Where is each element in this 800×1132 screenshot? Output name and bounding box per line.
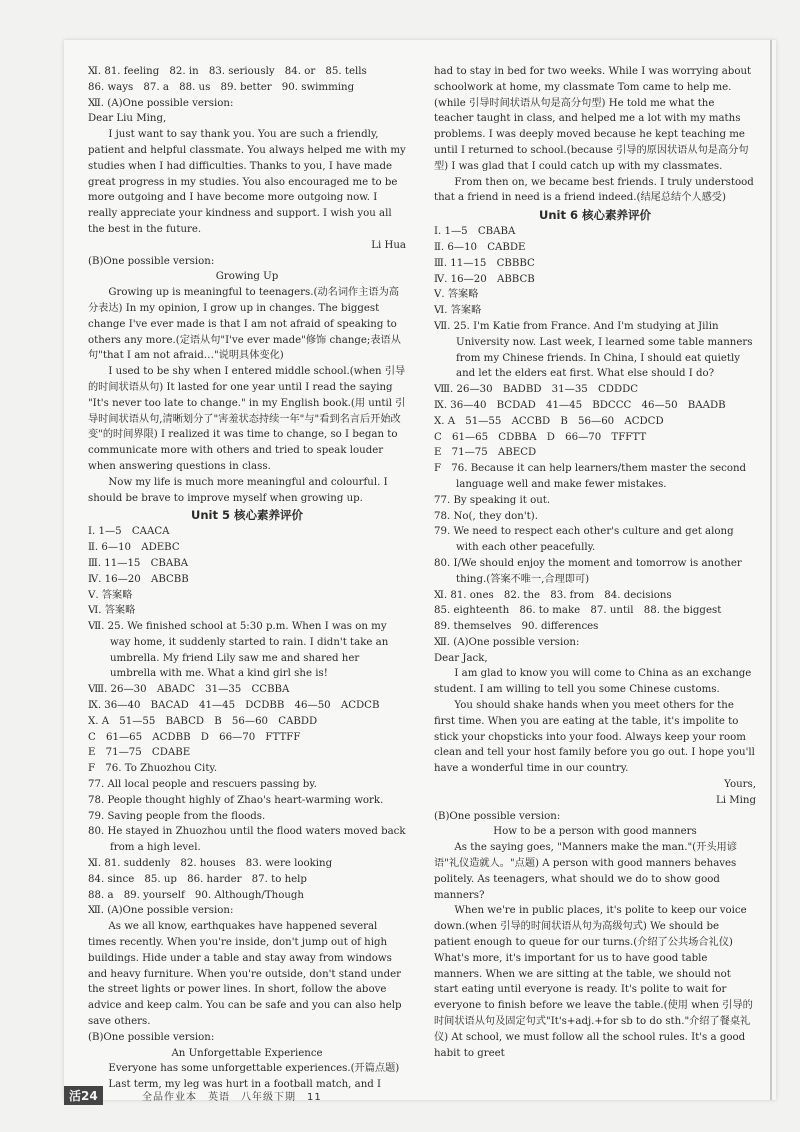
text-line: Unit 6 核心素养评价 [539, 208, 651, 223]
text-line: Li Ming [715, 794, 756, 806]
text-line: 86. ways 87. a 88. us 89. better 90. swimming [88, 81, 355, 93]
text-line: When we're in public places, it's polite to keep our voice down.(when 引导的时间状语从句为高级句式) We should be patient enough to queue for our turns.(介绍了公共场合礼仪) What's more, it's important for us to have good table manners. When we are sitting at the table, we should not start eating until everyone is ready. It's polite to wait for everyone to finish before we leave the table.(使用 when 引导的时间状语从句及固定句式"It's+adj.+for sb to do sth."介绍了餐桌礼仪) At school, we must follow all the school rules. It's a good habit to greet [434, 905, 753, 1059]
text-line: (B)One possible version: [88, 255, 215, 267]
text-line: Ⅱ. 6—10 ADEBC [88, 542, 180, 554]
text-line: Last term, my leg was hurt in a football match, and I [108, 1079, 382, 1091]
text-line: Ⅰ. 1—5 CBABA [434, 226, 516, 238]
text-line: As we all know, earthquakes have happened several times recently. When you're inside, don't jump out of high buildings. Hide under a table and stay away from windows and heavy furniture. When you're outside, don't stand under the street lights or power lines. In short, follow the above advice and keep calm. You can be safe and you can also help save others. [88, 921, 402, 1028]
text-line: Ⅵ. 答案略 [434, 305, 482, 317]
text-line: Ⅺ. 81. feeling 82. in 83. seriously 84. or 85. tells [88, 66, 367, 77]
text-line: Ⅹ. A 51—55 ACCBD B 56—60 ACDCD [434, 415, 664, 427]
text-line: Ⅴ. 答案略 [434, 289, 479, 301]
page-edge [770, 40, 772, 1100]
text-line: 79. Saving people from the floods. [88, 810, 266, 822]
text-line: Yours, [724, 779, 756, 791]
text-line: From then on, we became best friends. I truly understood that a friend in need is a friend indeed.(结尾总结个人感受) [434, 176, 754, 204]
text-line: Ⅹ. A 51—55 BABCD B 56—60 CABDD [88, 715, 318, 727]
text-line: Ⅵ. 答案略 [88, 605, 136, 617]
text-line: 78. No(, they don't). [434, 510, 538, 522]
text-line: 80. I/We should enjoy the moment and tomorrow is another thing.(答案不唯一,合理即可) [434, 557, 742, 585]
text-line: (B)One possible version: [434, 810, 561, 822]
text-line: 80. He stayed in Zhuozhou until the flood waters moved back from a high level. [88, 826, 406, 854]
text-line: Unit 5 核心素养评价 [191, 508, 303, 523]
text-line: I am glad to know you will come to China as an exchange student. I am willing to tell you some Chinese customs. [434, 668, 752, 696]
text-line: 84. since 85. up 86. harder 87. to help [88, 873, 307, 885]
text-line: 77. All local people and rescuers passing by. [88, 779, 317, 791]
text-line: Ⅺ. 81. ones 82. the 83. from 84. decisions [434, 589, 672, 601]
text-line: Ⅻ. (A)One possible version: [88, 97, 234, 109]
text-line: Ⅳ. 16—20 ABCBB [88, 573, 189, 585]
text-line: Ⅱ. 6—10 CABDE [434, 241, 526, 253]
text-line: Ⅲ. 11—15 CBBBC [434, 257, 535, 269]
text-line: E 71—75 ABECD [434, 447, 537, 459]
text-line: had to stay in bed for two weeks. While I was worrying about schoolwork at home, my classmate Tom came to help me.(while 引导时间状语从句是高分句型) He told me what the teacher taught in class, and helped me a lot with my maths problems. I was deeply moved because he kept teaching me until I returned to school.(because 引导的原因状语从句是高分句型) I was glad that I could catch up with my classmates. [434, 66, 752, 172]
text-line: 89. themselves 90. differences [434, 621, 599, 633]
text-line: Ⅸ. 36—40 BACAD 41—45 DCDBB 46—50 ACDCB [88, 700, 380, 712]
text-line: As the saying goes, "Manners make the man."(开头用谚语"礼仪造就人。"点题) A person with good manners behaves politely. As teenagers, what should we do to show good manners? [434, 842, 737, 901]
text-line: F 76. To Zhuozhou City. [88, 763, 218, 775]
text-line: Ⅻ. (A)One possible version: [434, 636, 580, 648]
text-line: 77. By speaking it out. [434, 494, 551, 506]
text-line: Ⅶ. 25. We finished school at 5:30 p.m. When I was on my way home, it suddenly started to rain. I didn't take an umbrella. My friend Lily saw me and shared her umbrella with me. What a kind girl she is! [88, 621, 389, 680]
text-line: Ⅺ. 81. suddenly 82. houses 83. were looking [88, 858, 333, 870]
text-line: 85. eighteenth 86. to make 87. until 88. the biggest [434, 605, 722, 617]
text-line: (B)One possible version: [88, 1031, 215, 1043]
text-line: Dear Liu Ming, [88, 113, 167, 125]
right-column [434, 64, 756, 1061]
text-line: Ⅴ. 答案略 [88, 589, 133, 601]
text-line: Dear Jack, [434, 652, 488, 664]
text-line: Growing up is meaningful to teenagers.(动名词作主语为高分表达) In my opinion, I grow up in changes. The biggest change I've ever made is that I am not afraid of speaking to others any more.(定语从句"I've ever made"修饰 change;表语从句"that I am not afraid…"说明具体变化) [88, 287, 401, 362]
text-line: Ⅸ. 36—40 BCDAD 41—45 BDCCC 46—50 BAADB [434, 399, 726, 411]
text-line: You should shake hands when you meet others for the first time. When you are eating at the table, it's impolite to stick your chopsticks into your food. Always keep your room clean and tell your host family before you go out. I hope you'll have a wonderful time in our country. [434, 700, 755, 775]
text-line: Ⅲ. 11—15 CBABA [88, 557, 189, 569]
text-line: Growing Up [215, 271, 279, 283]
text-line: How to be a person with good manners [493, 826, 697, 838]
text-line: C 61—65 CDBBA D 66—70 TFFTT [434, 431, 647, 443]
text-line: Now my life is much more meaningful and colourful. I should be brave to improve myself when growing up. [88, 476, 388, 504]
text-line: Ⅷ. 26—30 ABADC 31—35 CCBBA [88, 684, 290, 696]
text-line: 88. a 89. yourself 90. Although/Though [88, 889, 304, 901]
text-line: Ⅶ. 25. I'm Katie from France. And I'm studying at Jilin University now. Last week, I learned some table manners from my Chinese friends. In China, I should eat quietly and let the elders eat first. What else should I do? [434, 320, 753, 380]
text-line: Everyone has some unforgettable experiences.(开篇点题) [108, 1063, 400, 1075]
left-column [88, 64, 406, 1093]
text-line: Ⅻ. (A)One possible version: [88, 905, 234, 917]
footer-text: 全品作业本 英语 八年级下期 11 [142, 1092, 322, 1103]
text-line: Ⅰ. 1—5 CAACA [88, 526, 170, 538]
text-line: E 71—75 CDABE [88, 747, 191, 759]
text-line: I just want to say thank you. You are such a friendly, patient and helpful classmate. You always helped me with my studies when I had difficulties. Thanks to you, I have made great progress in my studies. You also encouraged me to be more outgoing and I have become more outgoing now. I really appreciate your kindness and support. I wish you all the best in the future. [88, 129, 406, 235]
page-number-badge: 活24 [64, 1086, 103, 1105]
text-line: Li Hua [371, 239, 406, 251]
text-line: 79. We need to respect each other's culture and get along with each other peacefully. [434, 526, 734, 554]
text-line: 78. People thought highly of Zhao's heart-warming work. [88, 794, 384, 806]
text-line: F 76. Because it can help learners/them master the second language well and make fewer mistakes. [434, 463, 747, 490]
text-line: I used to be shy when I entered middle school.(when 引导的时间状语从句) It lasted for one year until I read the saying "It's never too late to change." in my English book.(用 until 引导时间状语从句,清晰划分了"害羞状态持续一年"与"看到名言后开始改变"的时间界限) I realized it was time to change, so I began to communicate more with others and tried to speak louder when answering questions in class. [88, 366, 406, 472]
text-line: An Unforgettable Experience [171, 1047, 323, 1059]
text-line: Ⅳ. 16—20 ABBCB [434, 273, 535, 285]
text-line: Ⅷ. 26—30 BADBD 31—35 CDDDC [434, 384, 639, 396]
text-line: C 61—65 ACDBB D 66—70 FTTFF [88, 731, 301, 743]
